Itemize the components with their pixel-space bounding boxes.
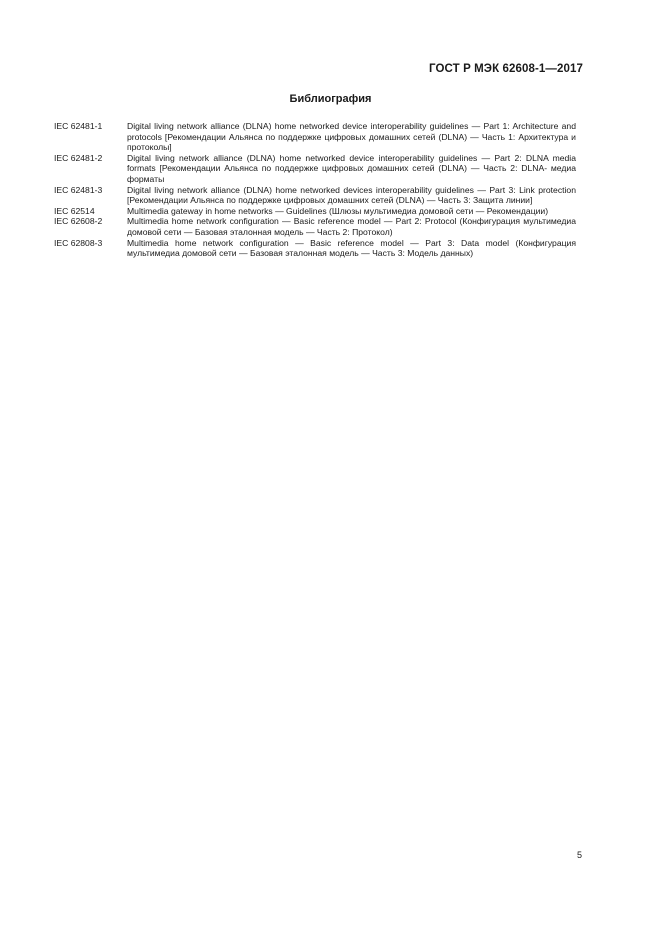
entry-text: Digital living network alliance (DLNA) home networked devices interoperability guidelines — Part 3: Link protection [Рекомендации Альянса по поддержке цифровых домашних сетей (DLNA) — Часть 3: Защита линии] [127, 184, 576, 206]
entry-text: Multimedia gateway in home networks — Guidelines (Шлюзы мультимедиа домовой сети — Рекомендации) [127, 205, 549, 216]
bibliography-entry [54, 206, 576, 217]
entry-id: IEC 62481-1 [54, 121, 103, 131]
bibliography-list [54, 121, 576, 259]
entry-id: IEC 62481-2 [54, 152, 103, 163]
entry-text: Digital living network alliance (DLNA) home networked device interoperability guidelines — Part 2: DLNA media formats [Рекомендации Альянса по поддержке цифровых домашних сетей (DLNA) — Часть 2: DLNA- медиа форматы [127, 152, 576, 184]
entry-id: IEC 62808-3 [54, 237, 103, 248]
document-standard-code: ГОСТ Р МЭК 62608-1—2017 [429, 63, 583, 75]
bibliography-title: Библиография [289, 93, 372, 105]
bibliography-entry [54, 153, 576, 185]
entry-text: Digital living network alliance (DLNA) home networked device interoperability guidelines — Part 1: Architecture and protocols [Рекомендации Альянса по поддержке цифровых домашних сетей (DLNA) — Часть 1: Архитектура и протоколы] [127, 121, 576, 153]
entry-id: IEC 62608-2 [54, 216, 103, 227]
page-number: 5 [576, 850, 582, 860]
entry-text: Multimedia home network configuration — Basic reference model — Part 2: Protocol (Конфигурация мультимедиа домовой сети — Базовая эталонная модель — Часть 2: Протокол) [127, 216, 576, 237]
bibliography-entry [54, 238, 576, 259]
entry-id: IEC 62514 [54, 205, 95, 216]
entry-text: Multimedia home network configuration — Basic reference model — Part 3: Data model (Конфигурация мультимедиа домовой сети — Базовая эталонная модель — Часть 3: Модель данных) [127, 237, 576, 259]
bibliography-entry [54, 185, 576, 206]
bibliography-entry [54, 216, 576, 237]
bibliography-entry [54, 121, 576, 153]
entry-id: IEC 62481-3 [54, 184, 103, 195]
